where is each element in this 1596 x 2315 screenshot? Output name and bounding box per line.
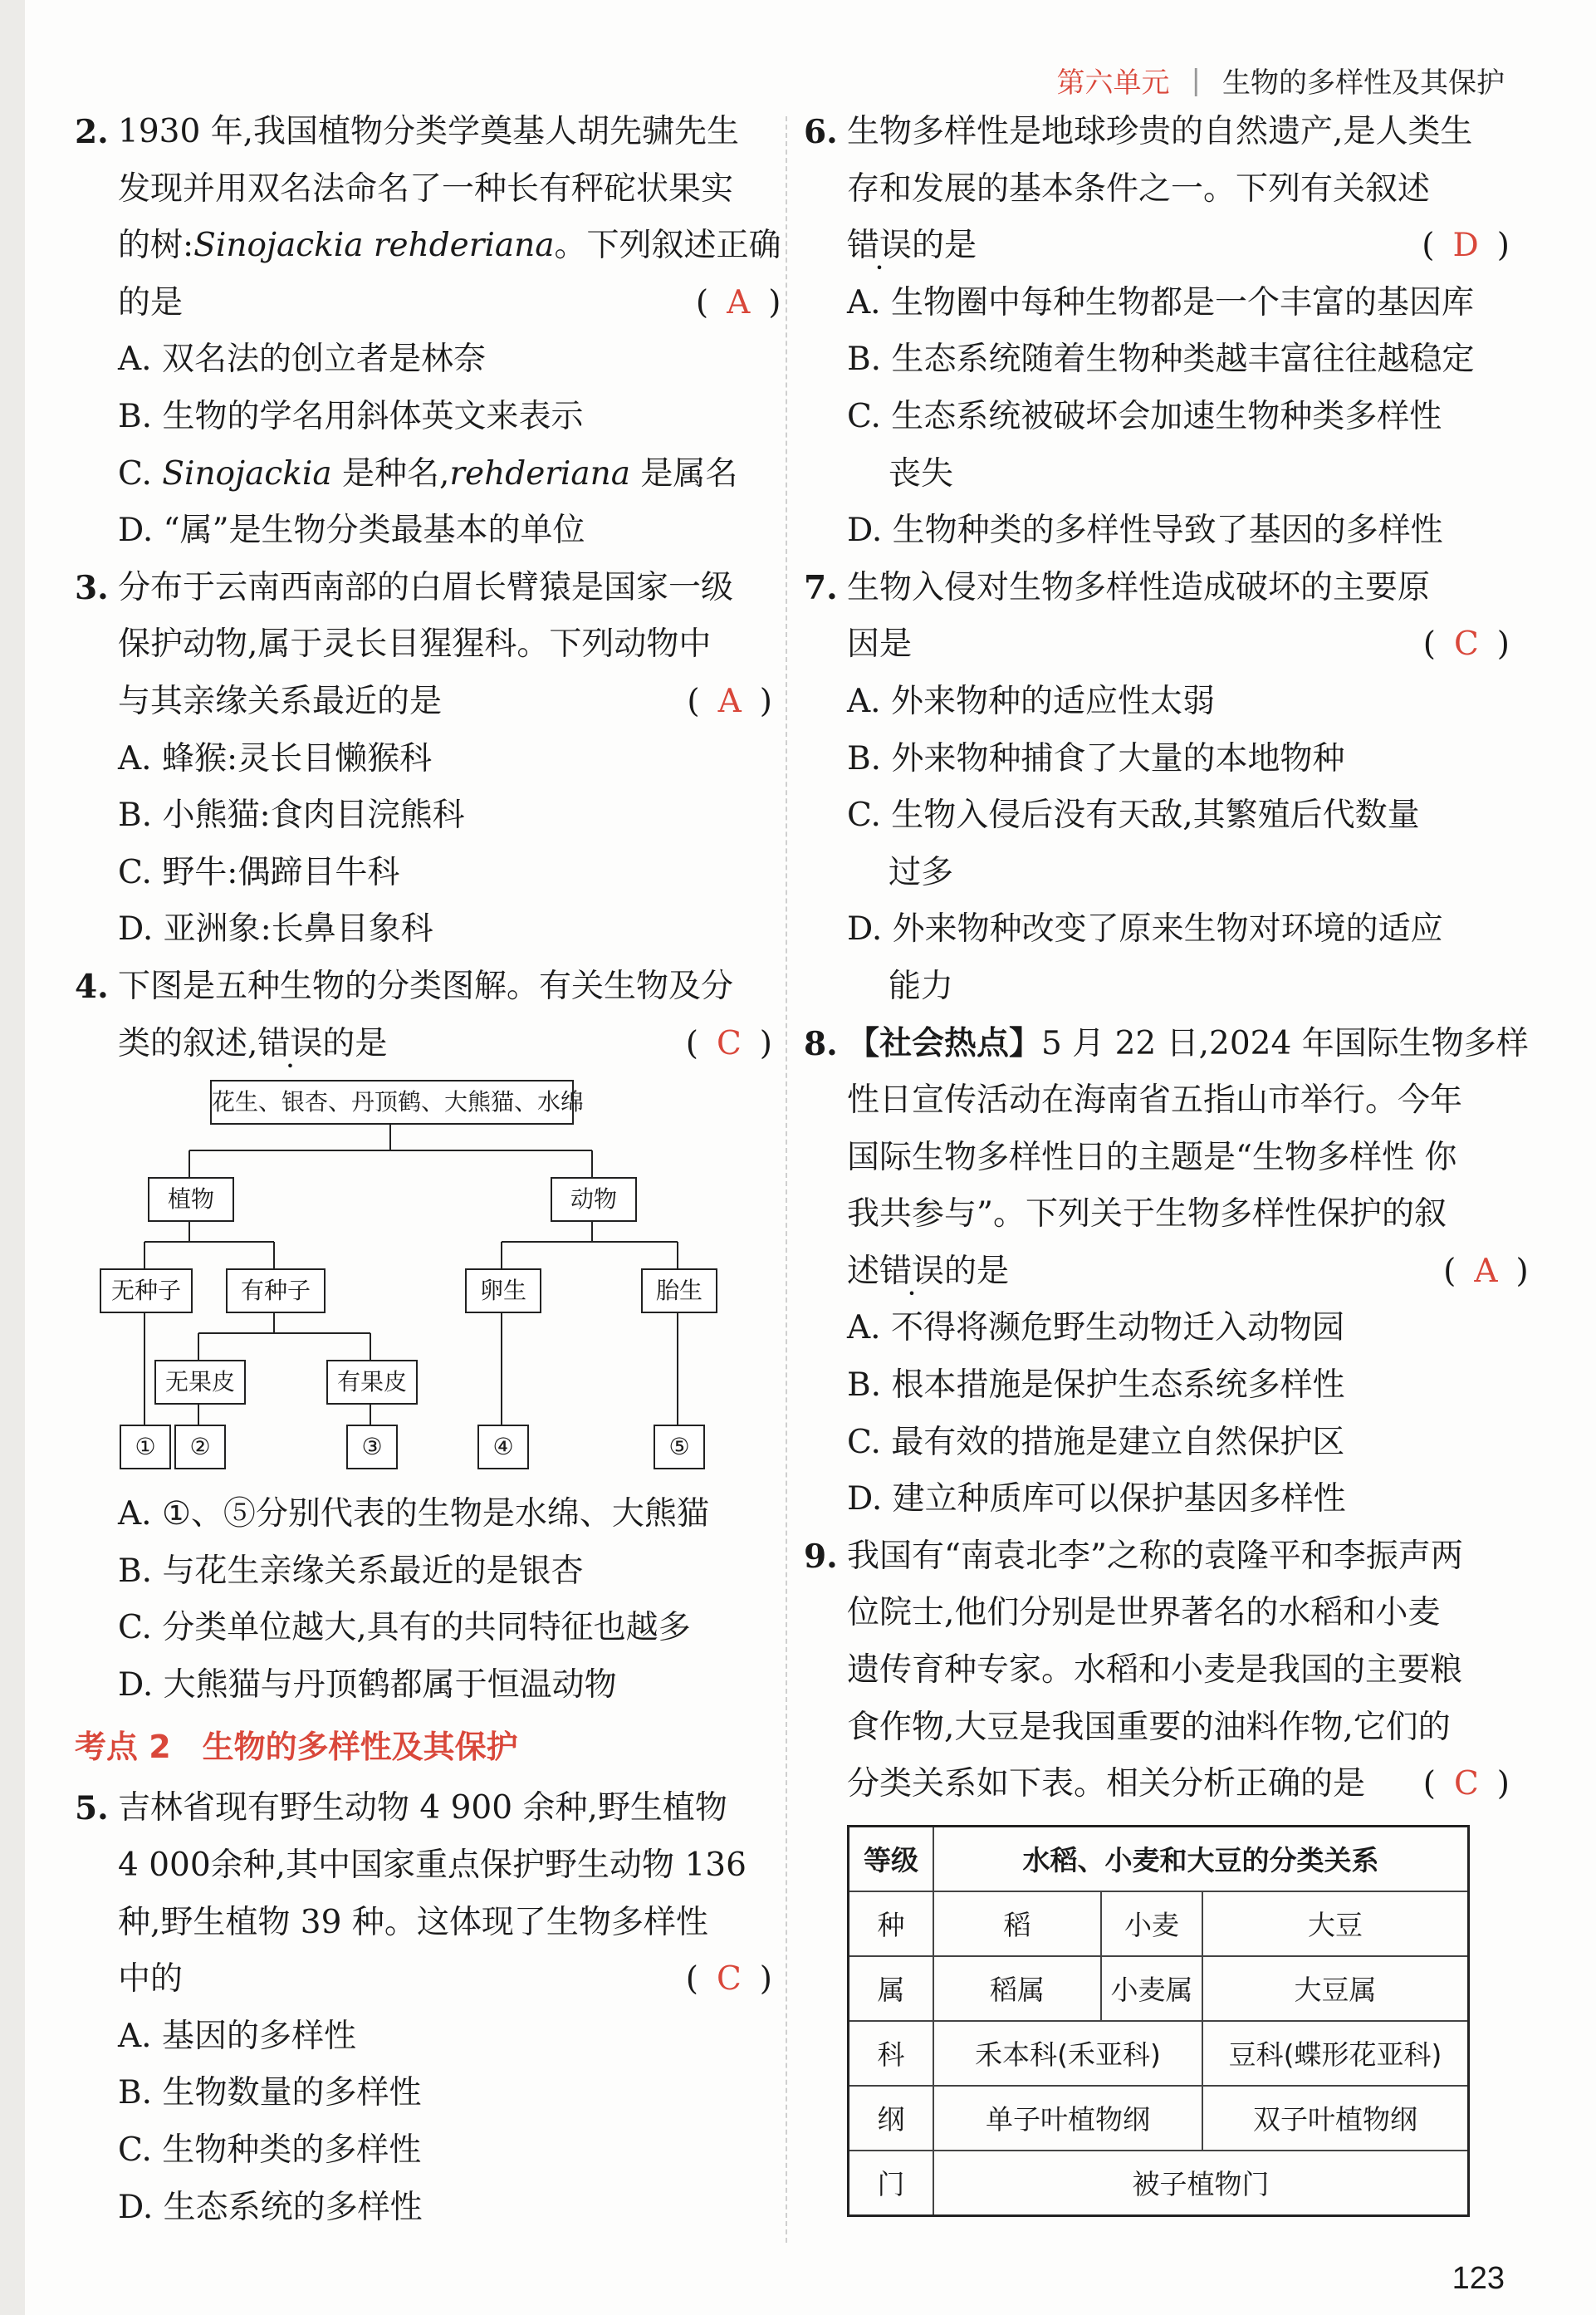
option-c-continued: 过多 <box>889 853 954 891</box>
table-cell: 单子叶植物纲 <box>933 2086 1202 2151</box>
header-separator: | <box>1191 63 1201 97</box>
answer-bracket: ( A ) <box>687 682 772 720</box>
answer-letter: A <box>1474 1252 1498 1290</box>
emphasis-dots: 错误 <box>879 1252 945 1290</box>
option-d: D. 生物种类的多样性导致了基因的多样性 <box>847 512 1443 550</box>
diagram-leaf-4: ④ <box>477 1425 529 1469</box>
table-cell: 稻属 <box>933 1956 1101 2021</box>
question-text: 4 000余种,其中国家重点保护野生动物 136 <box>118 1847 747 1885</box>
table-row <box>849 2086 1469 2151</box>
diagram-leaf-2: ② <box>174 1425 226 1469</box>
table-cell: 禾本科(禾亚科) <box>933 2021 1202 2086</box>
table-header-row <box>849 1826 1469 1891</box>
option-b: B. 与花生亲缘关系最近的是银杏 <box>118 1552 584 1590</box>
diagram-root-box: 花生、银杏、丹顶鹤、大熊猫、水绵 <box>210 1080 574 1125</box>
table-cell: 大豆属 <box>1202 1956 1469 2021</box>
question-3 <box>75 560 772 731</box>
option-b: B. 外来物种捕食了大量的本地物种 <box>847 739 1345 777</box>
answer-bracket: ( C ) <box>1422 1765 1510 1803</box>
column-divider <box>786 116 787 2243</box>
diagram-leaf-1: ① <box>120 1425 171 1469</box>
question-text: 吉林省现有野生动物 4 900 余种,野生植物 <box>118 1789 727 1827</box>
table-level: 门 <box>849 2151 934 2216</box>
option-d: D. 外来物种改变了原来生物对环境的适应 <box>847 910 1443 949</box>
table-row <box>849 2021 1469 2086</box>
diagram-no-seed-box: 无种子 <box>100 1268 193 1313</box>
table-cell: 双子叶植物纲 <box>1202 2086 1469 2151</box>
answer-bracket: ( C ) <box>685 1960 772 1999</box>
option-c: C. 野牛:偶蹄目牛科 <box>118 853 400 891</box>
question-text: 错误的是 ( D ) <box>847 218 1510 275</box>
option-c: C. Sinojackia 是种名,rehderiana 是属名 <box>118 454 738 493</box>
question-6 <box>804 104 1510 275</box>
option-d: D. 亚洲象:长鼻目象科 <box>118 910 433 949</box>
table-row <box>849 2151 1469 2216</box>
question-text: 中的 ( C ) <box>118 1951 772 2008</box>
diagram-viviparous-box: 胎生 <box>641 1268 717 1313</box>
answer-letter: C <box>1453 1765 1479 1803</box>
question-text: 生物入侵对生物多样性造成破坏的主要原 <box>847 568 1431 606</box>
latin-name: Sinojackia rehderiana <box>193 227 555 265</box>
option-d: D. 建立种质库可以保护基因多样性 <box>847 1480 1346 1518</box>
diagram-leaf-3: ③ <box>346 1425 398 1469</box>
question-text: 下图是五种生物的分类图解。有关生物及分 <box>118 967 734 1005</box>
left-column <box>75 104 781 2236</box>
table-level: 属 <box>849 1956 934 2021</box>
answer-bracket: ( A ) <box>695 283 781 321</box>
option-c: C. 生物入侵后没有天敌,其繁殖后代数量 <box>847 797 1420 835</box>
classification-table <box>847 1825 1470 2217</box>
question-text: 保护动物,属于灵长目猩猩科。下列动物中 <box>118 625 712 664</box>
option-c: C. 分类单位越大,具有的共同特征也越多 <box>118 1609 691 1647</box>
diagram-plant-box: 植物 <box>148 1177 234 1222</box>
classification-diagram <box>110 1076 747 1483</box>
diagram-leaf-5: ⑤ <box>654 1425 705 1469</box>
table-row <box>849 1956 1469 2021</box>
answer-letter: C <box>1453 625 1479 664</box>
option-a: A. ①、⑤分别代表的生物是水绵、大熊猫 <box>118 1495 709 1533</box>
page-number: 123 <box>1452 2261 1505 2296</box>
question-number: 9. <box>804 1537 838 1576</box>
question-number: 2. <box>75 113 109 151</box>
table-row <box>849 1891 1469 1956</box>
diagram-pericarp-box: 有果皮 <box>326 1360 418 1405</box>
answer-letter: C <box>716 1960 742 1999</box>
table-cell: 大豆 <box>1202 1891 1469 1956</box>
question-number: 8. <box>804 1024 838 1063</box>
emphasis-dots: 错误 <box>847 227 913 265</box>
question-text: 类的叙述,错误的是 ( C ) <box>118 1016 772 1073</box>
question-text: 分类关系如下表。相关分析正确的是 ( C ) <box>847 1756 1510 1813</box>
option-a: A. 双名法的创立者是林奈 <box>118 341 486 379</box>
question-8 <box>804 1016 1529 1301</box>
question-7 <box>804 560 1510 674</box>
option-a: A. 蜂猴:灵长目懒猴科 <box>118 739 433 777</box>
question-text: 位院士,他们分别是世界著名的水稻和小麦 <box>847 1594 1441 1632</box>
diagram-animal-box: 动物 <box>551 1177 637 1222</box>
question-text: 因是 ( C ) <box>847 616 1510 674</box>
answer-bracket: ( A ) <box>1443 1252 1529 1290</box>
question-text: 我国有“南袁北李”之称的袁隆平和李振声两 <box>847 1537 1463 1575</box>
question-text: 食作物,大豆是我国重要的油料作物,它们的 <box>847 1708 1451 1746</box>
table-level: 科 <box>849 2021 934 2086</box>
question-text: 性日宣传活动在海南省五指山市举行。今年 <box>847 1081 1463 1120</box>
table-level: 纲 <box>849 2086 934 2151</box>
question-9 <box>804 1528 1510 1813</box>
table-cell: 小麦属 <box>1101 1956 1202 2021</box>
question-number: 7. <box>804 568 838 607</box>
table-cell: 被子植物门 <box>933 2151 1469 2216</box>
option-a: A. 不得将濒危野生动物迁入动物园 <box>847 1309 1344 1347</box>
question-text: 分布于云南西南部的白眉长臂猿是国家一级 <box>118 568 734 606</box>
answer-letter: C <box>716 1024 742 1062</box>
option-a: A. 外来物种的适应性太弱 <box>847 682 1215 720</box>
question-text: 【社会热点】5 月 22 日,2024 年国际生物多样 <box>847 1024 1529 1062</box>
question-number: 3. <box>75 568 109 607</box>
answer-letter: A <box>717 682 742 720</box>
right-column <box>804 104 1529 2217</box>
option-a: A. 基因的多样性 <box>118 2017 356 2055</box>
option-b: B. 生物的学名用斜体英文来表示 <box>118 397 584 435</box>
diagram-seed-box: 有种子 <box>226 1268 326 1313</box>
option-b: B. 生物数量的多样性 <box>118 2074 422 2112</box>
option-d: D. “属”是生物分类最基本的单位 <box>118 512 585 550</box>
answer-bracket: ( D ) <box>1422 227 1510 265</box>
question-number: 6. <box>804 113 838 151</box>
answer-letter: A <box>727 283 751 321</box>
answer-letter: D <box>1452 227 1479 265</box>
table-cell: 豆科(蝶形花亚科) <box>1202 2021 1469 2086</box>
table-level: 种 <box>849 1891 934 1956</box>
option-d: D. 生态系统的多样性 <box>118 2188 423 2226</box>
table-header-title: 水稻、小麦和大豆的分类关系 <box>933 1826 1469 1891</box>
page-edge <box>0 0 25 2315</box>
question-text: 我共参与”。下列关于生物多样性保护的叙 <box>847 1195 1447 1234</box>
option-c-continued: 丧失 <box>889 454 954 493</box>
question-5 <box>75 1780 772 2008</box>
diagram-no-pericarp-box: 无果皮 <box>154 1360 246 1405</box>
question-number: 4. <box>75 967 109 1006</box>
answer-bracket: ( C ) <box>1422 625 1510 664</box>
table-header-level: 等级 <box>849 1826 934 1891</box>
table-cell: 稻 <box>933 1891 1101 1956</box>
question-text: 的树:Sinojackia rehderiana。下列叙述正确 <box>118 227 781 265</box>
option-d-continued: 能力 <box>889 967 954 1005</box>
option-c: C. 生态系统被破坏会加速生物种类多样性 <box>847 397 1442 435</box>
topic-title: 生物的多样性及其保护 <box>1222 66 1505 100</box>
question-4 <box>75 959 772 1072</box>
question-text: 述错误的是 ( A ) <box>847 1243 1529 1301</box>
question-number: 5. <box>75 1789 109 1828</box>
option-b: B. 根本措施是保护生态系统多样性 <box>847 1366 1345 1405</box>
unit-title: 第六单元 <box>1056 66 1170 100</box>
emphasis-dots: 错误 <box>257 1024 323 1062</box>
question-text: 种,野生植物 39 种。这体现了生物多样性 <box>118 1903 708 1941</box>
question-text: 国际生物多样性日的主题是“生物多样性 你 <box>847 1138 1457 1176</box>
section-heading: 考点 2 生物的多样性及其保护 <box>75 1729 518 1766</box>
question-text: 发现并用双名法命名了一种长有秤砣状果实 <box>118 169 734 208</box>
option-b: B. 小熊猫:食肉目浣熊科 <box>118 797 465 835</box>
diagram-oviparous-box: 卵生 <box>465 1268 541 1313</box>
option-c: C. 生物种类的多样性 <box>118 2131 422 2170</box>
question-2 <box>75 104 781 331</box>
page-header <box>1057 60 1505 101</box>
option-c: C. 最有效的措施是建立自然保护区 <box>847 1423 1345 1461</box>
question-text: 遗传育种专家。水稻和小麦是我国的主要粮 <box>847 1651 1463 1690</box>
option-b: B. 生态系统随着生物种类越丰富往往越稳定 <box>847 341 1475 379</box>
question-text: 的是 ( A ) <box>118 275 781 332</box>
hot-topic-tag: 【社会热点】 <box>847 1024 1042 1062</box>
option-d: D. 大熊猫与丹顶鹤都属于恒温动物 <box>118 1665 617 1704</box>
question-text: 1930 年,我国植物分类学奠基人胡先骕先生 <box>118 113 740 150</box>
table-cell: 小麦 <box>1101 1891 1202 1956</box>
question-text: 存和发展的基本条件之一。下列有关叙述 <box>847 169 1431 208</box>
answer-bracket: ( C ) <box>685 1024 772 1062</box>
question-text: 生物多样性是地球珍贵的自然遗产,是人类生 <box>847 113 1473 150</box>
question-text: 与其亲缘关系最近的是 ( A ) <box>118 674 772 731</box>
option-a: A. 生物圈中每种生物都是一个丰富的基因库 <box>847 283 1474 321</box>
